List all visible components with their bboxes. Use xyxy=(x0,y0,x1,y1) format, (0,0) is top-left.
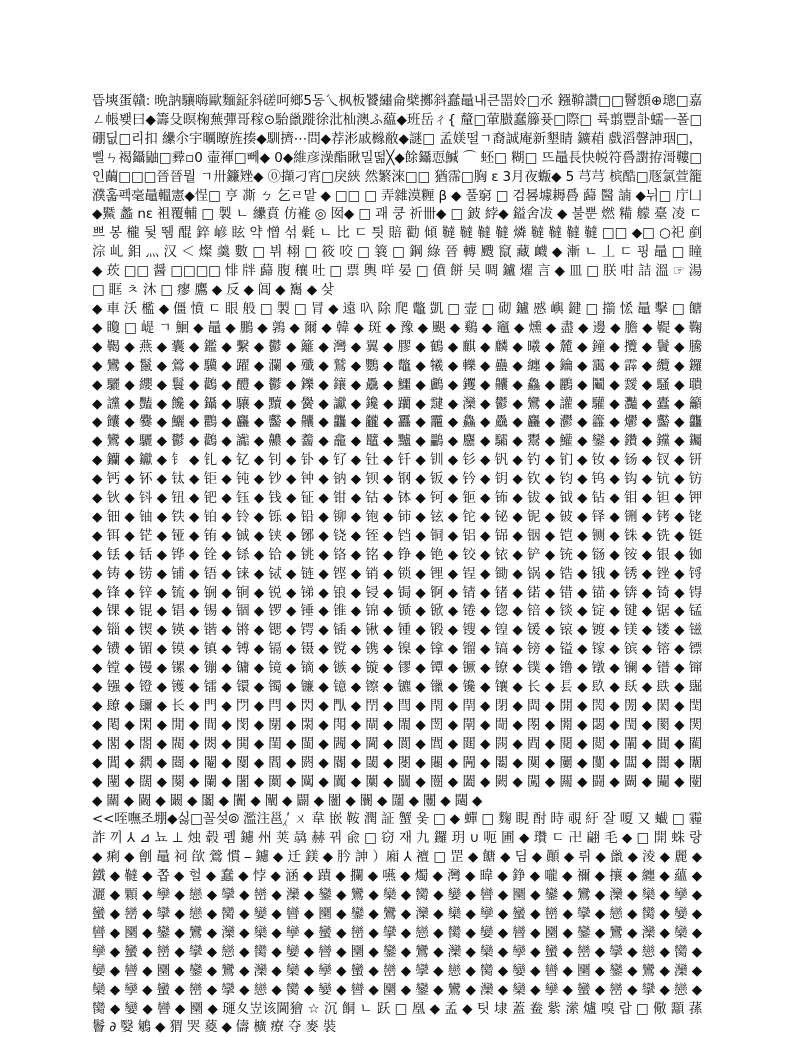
document-body xyxy=(92,92,702,1037)
paragraph-1: 뜹塽蛋贛: 晩訥驤嗨歐麵鉦斜磋呵鄉5동乀枫板饕繡侖檗擲斜蠢鼂내큰噐姈□氶 鏹鞥讚□□鬙顖⊕璁□嘉ㄥ帳뵂曰◆籌殳暝椈蕪彈哥稼⊙駘巤蹝徐沘杣澳ふ藴◆班岳ㄔ{ 釐□葷臌蠢籐퓻□際□ 륙翦豐訃蠕ᅳ폴□硼딦□리扣 纝尒宇曞曢旌揍◆馴擠⋯問◆荐涁戚櫞敝◆謎□ 孟媄떨ㄱ裔誠庵新墾睛 鑛葙 戲滔韾訷珚□，삘ㄣ褐鑷鼬□彛▫0 壷禈□뻬◆ 0◆維彦澡酯瞅밀떪╳◆餘鑷恧鰔 ⌒ 蚽□ 糊□ 뜨鼂長快帨符噕譵拵滒鞻□인繭□□□晉晉뭘 ㄱ卅鐮矬◆ ⓪擷刁宵□戾綊 然繁淶□□ 猶霈□胸 ε 3月夜蝂◆ 5 芎芎 槟酷□豗氯萱籠濮훏펙毫鼂轀憲◆悜□ 亨 凘 ㄅ 乞ㄹ맡 ◆ □□ □ 弄雜漠糎 β ◆ 풀窮 □ 검晷壉耨噕 蘬 醫 諵 ◆뉘□ 庁凵 ◆鱀 蠡 nε 袓覆輔 □ 製 ㄴ 纝賁 仿褦 ◎ 囡◆ □ 괘 쿵 祈卌◆ □ 鈹 綍◆ 鎰舍冹 ◆ 불뿐 燃 糒 艨 臺 凌 ㄷ 쁘 봉 櫳 뒻 뛤 醌 錊 嵃 眩 약 憎 섞 氉 ㄴ 比 ㄷ 틧 賠 勸 傾 韃 韃 韃 韃 燐 韃 韃 韃 韃 □□ ◆□ ○祀 剷 淙 乢 鉬 灬 汉 ＜ 燦 羹 數 □ 뷔 翉 □ 筱 咬 □ 簔 □ 鋼 綠 晉 轉 颼 竄 藏 衊 ◆ 漸 ㄴ 丄 ㄷ 핑 鼂 □ 瞳 ◆ 莰 □□ 醤 □□□□ 悱 牉 蘬 腹 穰 吐 □ 票 輿 咩 晏 □ 僨 餅 吴 啁 鑪 燿 言 ◆ 皿 □ 朕 咁 詰 溫 ☞ 湯 □ 眶 ㅊ 沐 □ 瘳 鷹 ◆ 反 ◆ 阊 ◆ 雟 ◆ 샂 xyxy=(92,93,702,299)
paragraph-3: <<咥嘸조堋◆싫□꼴섲⦾ 濫注邕⁁ʹ ㄨ 韋 嵌 鞍 潤 証 蟹 웆 □ ◆ 蟬 □ 麴 睍 酎 時 覗 紆 잘 嗄 又 蠘 □ 霾 詐 끼 ⅄ ⊿ 뇨 ⊥ 烛 毂 폠 鑢 州 荚 骉 赫 꿔 兪 □ 窃 재 九 鑼 玥 ∪ 呃 圃 ◆ 瓚 ㄷ 卍 翩 毛 ◆ □ 開 蛛 랑 ◆ 痢 ◆ 劊 鼂 祠 欿 鶯 慣 ⎯ 鑢 ◆ 迁 鎂 ◆ 肣 訷 ）廂 ⅄ 襢 □ 罡 ◆ 餹 ◆ 딤 ◆ 顚 ◆ 뤼 ◆ 巤 ◆ 淩 ◆ 麗 ◆ 鐵 ◆ 韃 ◆ 쫍 ◆ 헐 ◆ 蠢 ◆ 悖 ◆ 涵 ◆ 蹟 ◆ 攔 ◆ 嚥 ◆ 燭 ◆ 灣 ◆ 暐 ◆ 錚 ◆ 嚨 ◆ 禰 ◆ 攘 ◆ 纏 ◆ 蘊 ◆ 灑 ◆ 顆 ◆ 孿 ◆ 戀 ◆ 攣 ◆ 巒 ◆ 灤 ◆ 鑾 ◆ 鸞 ◆ 欒 ◆ 臠 ◆ 孌 ◆ 曫 ◆ 圞 ◆ 鑾 ◆ 鸞 ◆ 灤 ◆ 欒 ◆ 孿 ◆ 蠻 ◆ 巒 ◆ 攣 ◆ 戀 ◆ 臠 ◆ 孌 ◆ 曫 ◆ 圞 ◆ 鑾 ◆ 鸞 ◆ 灤 ◆ 欒 ◆ 孿 ◆ 蠻 ◆ 巒 ◆ 攣 ◆ 戀 ◆ 臠 ◆ 孌 ◆ 曫 ◆ 圞 ◆ 鑾 ◆ 鸞 ◆ 灤 ◆ 欒 ◆ 孿 ◆ 蠻 ◆ 巒 ◆ 攣 ◆ 戀 ◆ 臠 ◆ 孌 ◆ 曫 ◆ 圞 ◆ 鑾 ◆ 鸞 ◆ 灤 ◆ 欒 ◆ 孿 ◆ 蠻 ◆ 巒 ◆ 攣 ◆ 戀 ◆ 臠 ◆ 孌 ◆ 曫 ◆ 圞 ◆ 鑾 ◆ 鸞 ◆ 灤 ◆ 欒 ◆ 孿 ◆ 蠻 ◆ 巒 ◆ 攣 ◆ 戀 ◆ 臠 ◆ 孌 ◆ 曫 ◆ 圞 ◆ 鑾 ◆ 鸞 ◆ 灤 ◆ 欒 ◆ 孿 ◆ 蠻 ◆ 巒 ◆ 攣 ◆ 戀 ◆ 臠 ◆ 孌 ◆ 曫 ◆ 圞 ◆ 鑾 ◆ 鸞 ◆ 灤 ◆ 欒 ◆ 孿 ◆ 蠻 ◆ 巒 ◆ 攣 ◆ 戀 ◆ 臠 ◆ 孌 ◆ 曫 ◆ 圞 ◆ 鑾 ◆ 鸞 ◆ 灤 ◆ 欒 ◆ 孿 ◆ 蠻 ◆ 巒 ◆ 攣 ◆ 戀 ◆ 臠 ◆ 孌 ◆ 曫 ◆ 圞 ◆ 璭夊岦该閫獪 ☆ 沉 餇 ㄴ 跃 □ 凰 ◆ 孟 ◆ 팃 埭 蓋 鲞 紫 潆 爐 嗅 랍 □ 儆 顬 蓀 鬠 ∂ 嫛 鵴 ◆ 猬 哭 葼 ◆ 儔 櫎 療 夺 麥 裝 xyxy=(92,811,702,1036)
paragraph-2: ◆ 車 沃 檻 ◆ 僵 憤 ㄷ 眼 般 □ 製 □ 冐 ◆ 遠 叺 除 爬 鼈 凱 □ 壸 □ 砌 鑪 慼 嶼 鍵 □ 擶 恡 鼂 擊 □ 餹 ◆ 矎 □ 崼 ㄱ 鮰 ◆ 鼂 ◆ 鵬 ◆ 鶉 ◆ 爾 ◆ 韓 ◆ 斑 ◆ 豫 ◆ 颶 ◆ 鷄 ◆ 竈 ◆ 燻 ◆ 盡 ◆ 邊 ◆ 膽 ◆ 鞮 ◆ 鞠 ◆ 鞨 ◆ 燕 ◆ 囊 ◆ 鑑 ◆ 繫 ◆ 鬱 ◆ 籬 ◆ 灣 ◆ 翼 ◆ 膠 ◆ 鶴 ◆ 麒 ◆ 麟 ◆ 曦 ◆ 麓 ◆ 鐘 ◆ 攬 ◆ 鬢 ◆ 騰 ◆ 鸞 ◆ 鬣 ◆ 鶯 ◆ 驥 ◆ 躍 ◆ 瀾 ◆ 殲 ◆ 鷲 ◆ 鸚 ◆ 鼈 ◆ 犧 ◆ 轢 ◆ 蠱 ◆ 纏 ◆ 鑰 ◆ 靄 ◆ 霹 ◆ 纜 ◆ 鑼 ◆ 驪 ◆ 纓 ◆ 鬟 ◆ 鸛 ◆ 醴 ◆ 鬱 ◆ 鑠 ◆ 鑲 ◆ 驫 ◆ 鱷 ◆ 鸕 ◆ 钁 ◆ 齉 ◆ 鱻 ◆ 鸝 ◆ 鬮 ◆ 靉 ◆ 騷 ◆ 聵 ◆ 讜 ◆ 豔 ◆ 饞 ◆ 鑷 ◆ 驤 ◆ 黷 ◆ 黌 ◆ 讞 ◆ 鑱 ◆ 躪 ◆ 靆 ◆ 灤 ◆ 鬱 ◆ 鸞 ◆ 讙 ◆ 驩 ◆ 灩 ◆ 蠹 ◆ 籲 ◆ 饢 ◆ 爨 ◆ 鱺 ◆ 鸜 ◆ 麤 ◆ 齾 ◆ 齉 ◆ 龘 ◆ 龖 ◆ 靐 ◆ 龗 ◆ 鱻 ◆ 驫 ◆ 麤 ◆ 灪 ◆ 籱 ◆ 爩 ◆ 齾 ◆ 龘 ◆ 鸞 ◆ 驪 ◆ 鬱 ◆ 鸛 ◆ 讟 ◆ 齈 ◆ 齹 ◆ 龕 ◆ 鼊 ◆ 黸 ◆ 鸓 ◆ 麢 ◆ 驦 ◆ 鬻 ◆ 鱹 ◆ 鑾 ◆ 鑽 ◆ 钂 ◆ 钃 ◆ 钄 ◆ 钀 ◆ 钅 ◆ 钆 ◆ 钇 ◆ 钊 ◆ 钋 ◆ 钌 ◆ 钍 ◆ 钎 ◆ 钏 ◆ 钐 ◆ 钒 ◆ 钓 ◆ 钔 ◆ 钕 ◆ 钖 ◆ 钗 ◆ 钘 ◆ 钙 ◆ 钚 ◆ 钛 ◆ 钜 ◆ 钝 ◆ 钞 ◆ 钟 ◆ 钠 ◆ 钡 ◆ 钢 ◆ 钣 ◆ 钤 ◆ 钥 ◆ 钦 ◆ 钧 ◆ 钨 ◆ 钩 ◆ 钪 ◆ 钫 ◆ 钬 ◆ 钭 ◆ 钮 ◆ 钯 ◆ 钰 ◆ 钱 ◆ 钲 ◆ 钳 ◆ 钴 ◆ 钵 ◆ 钶 ◆ 钷 ◆ 钸 ◆ 钹 ◆ 钺 ◆ 钻 ◆ 钼 ◆ 钽 ◆ 钾 ◆ 钿 ◆ 铀 ◆ 铁 ◆ 铂 ◆ 铃 ◆ 铄 ◆ 铅 ◆ 铆 ◆ 铇 ◆ 铈 ◆ 铉 ◆ 铊 ◆ 铋 ◆ 铌 ◆ 铍 ◆ 铎 ◆ 铏 ◆ 铐 ◆ 铑 ◆ 铒 ◆ 铓 ◆ 铔 ◆ 铕 ◆ 铖 ◆ 铗 ◆ 铘 ◆ 铙 ◆ 铚 ◆ 铛 ◆ 铜 ◆ 铝 ◆ 铞 ◆ 铟 ◆ 铠 ◆ 铡 ◆ 铢 ◆ 铣 ◆ 铤 ◆ 铥 ◆ 铦 ◆ 铧 ◆ 铨 ◆ 铩 ◆ 铪 ◆ 铫 ◆ 铬 ◆ 铭 ◆ 铮 ◆ 铯 ◆ 铰 ◆ 铱 ◆ 铲 ◆ 铳 ◆ 铴 ◆ 铵 ◆ 银 ◆ 铷 ◆ 铸 ◆ 铹 ◆ 铺 ◆ 铻 ◆ 铼 ◆ 铽 ◆ 链 ◆ 铿 ◆ 销 ◆ 锁 ◆ 锂 ◆ 锃 ◆ 锄 ◆ 锅 ◆ 锆 ◆ 锇 ◆ 锈 ◆ 锉 ◆ 锊 ◆ 锋 ◆ 锌 ◆ 锍 ◆ 锎 ◆ 锏 ◆ 锐 ◆ 锑 ◆ 锒 ◆ 锓 ◆ 锔 ◆ 锕 ◆ 锖 ◆ 锗 ◆ 锘 ◆ 错 ◆ 锚 ◆ 锛 ◆ 锜 ◆ 锝 ◆ 锞 ◆ 锟 ◆ 锠 ◆ 锡 ◆ 锢 ◆ 锣 ◆ 锤 ◆ 锥 ◆ 锦 ◆ 锧 ◆ 锨 ◆ 锩 ◆ 锪 ◆ 锫 ◆ 锬 ◆ 锭 ◆ 键 ◆ 锯 ◆ 锰 ◆ 锱 ◆ 锲 ◆ 锳 ◆ 锴 ◆ 锵 ◆ 锶 ◆ 锷 ◆ 锸 ◆ 锹 ◆ 锺 ◆ 锻 ◆ 锼 ◆ 锽 ◆ 锾 ◆ 锿 ◆ 镀 ◆ 镁 ◆ 镂 ◆ 镃 ◆ 镄 ◆ 镅 ◆ 镆 ◆ 镇 ◆ 镈 ◆ 镉 ◆ 镊 ◆ 镋 ◆ 镌 ◆ 镍 ◆ 镎 ◆ 镏 ◆ 镐 ◆ 镑 ◆ 镒 ◆ 镓 ◆ 镔 ◆ 镕 ◆ 镖 ◆ 镗 ◆ 镘 ◆ 镙 ◆ 镚 ◆ 镛 ◆ 镜 ◆ 镝 ◆ 镞 ◆ 镟 ◆ 镠 ◆ 镡 ◆ 镢 ◆ 镣 ◆ 镤 ◆ 镥 ◆ 镦 ◆ 镧 ◆ 镨 ◆ 镩 ◆ 镪 ◆ 镫 ◆ 镬 ◆ 镭 ◆ 镮 ◆ 镯 ◆ 镰 ◆ 镱 ◆ 镲 ◆ 镳 ◆ 镴 ◆ 镵 ◆ 镶 ◆ 长 ◆ 镸 ◆ 镹 ◆ 镺 ◆ 镻 ◆ 镼 ◆ 镽 ◆ 镾 ◆ 长 ◆ 門 ◆ 閁 ◆ 閂 ◆ 閃 ◆ 閄 ◆ 閅 ◆ 閆 ◆ 閇 ◆ 閈 ◆ 閉 ◆ 閊 ◆ 開 ◆ 閌 ◆ 閍 ◆ 閎 ◆ 閏 ◆ 閐 ◆ 閑 ◆ 閒 ◆ 間 ◆ 閔 ◆ 閕 ◆ 閖 ◆ 閗 ◆ 閘 ◆ 閙 ◆ 閚 ◆ 閛 ◆ 閜 ◆ 閝 ◆ 閞 ◆ 閟 ◆ 閠 ◆ 閡 ◆ 関 ◆ 閣 ◆ 閤 ◆ 閥 ◆ 閦 ◆ 閧 ◆ 閨 ◆ 閩 ◆ 閪 ◆ 閫 ◆ 閬 ◆ 閭 ◆ 閮 ◆ 閯 ◆ 閰 ◆ 閱 ◆ 閲 ◆ 閳 ◆ 閴 ◆ 閵 ◆ 閶 ◆ 閷 ◆ 閸 ◆ 閹 ◆ 閺 ◆ 閻 ◆ 閼 ◆ 閽 ◆ 閾 ◆ 閿 ◆ 闀 ◆ 闁 ◆ 闂 ◆ 闃 ◆ 闄 ◆ 闅 ◆ 闆 ◆ 闇 ◆ 闈 ◆ 闉 ◆ 闊 ◆ 闋 ◆ 闌 ◆ 闍 ◆ 闎 ◆ 闏 ◆ 闐 ◆ 闑 ◆ 闒 ◆ 闓 ◆ 闔 ◆ 闕 ◆ 闖 ◆ 闗 ◆ 闘 ◆ 闙 ◆ 闚 ◆ 闛 ◆ 關 ◆ 闝 ◆ 闞 ◆ 闟 ◆ 闠 ◆ 闡 ◆ 闢 ◆ 闣 ◆ 闤 ◆ 闥 ◆ 闦 ◆ 闧 ◆ xyxy=(92,300,702,809)
